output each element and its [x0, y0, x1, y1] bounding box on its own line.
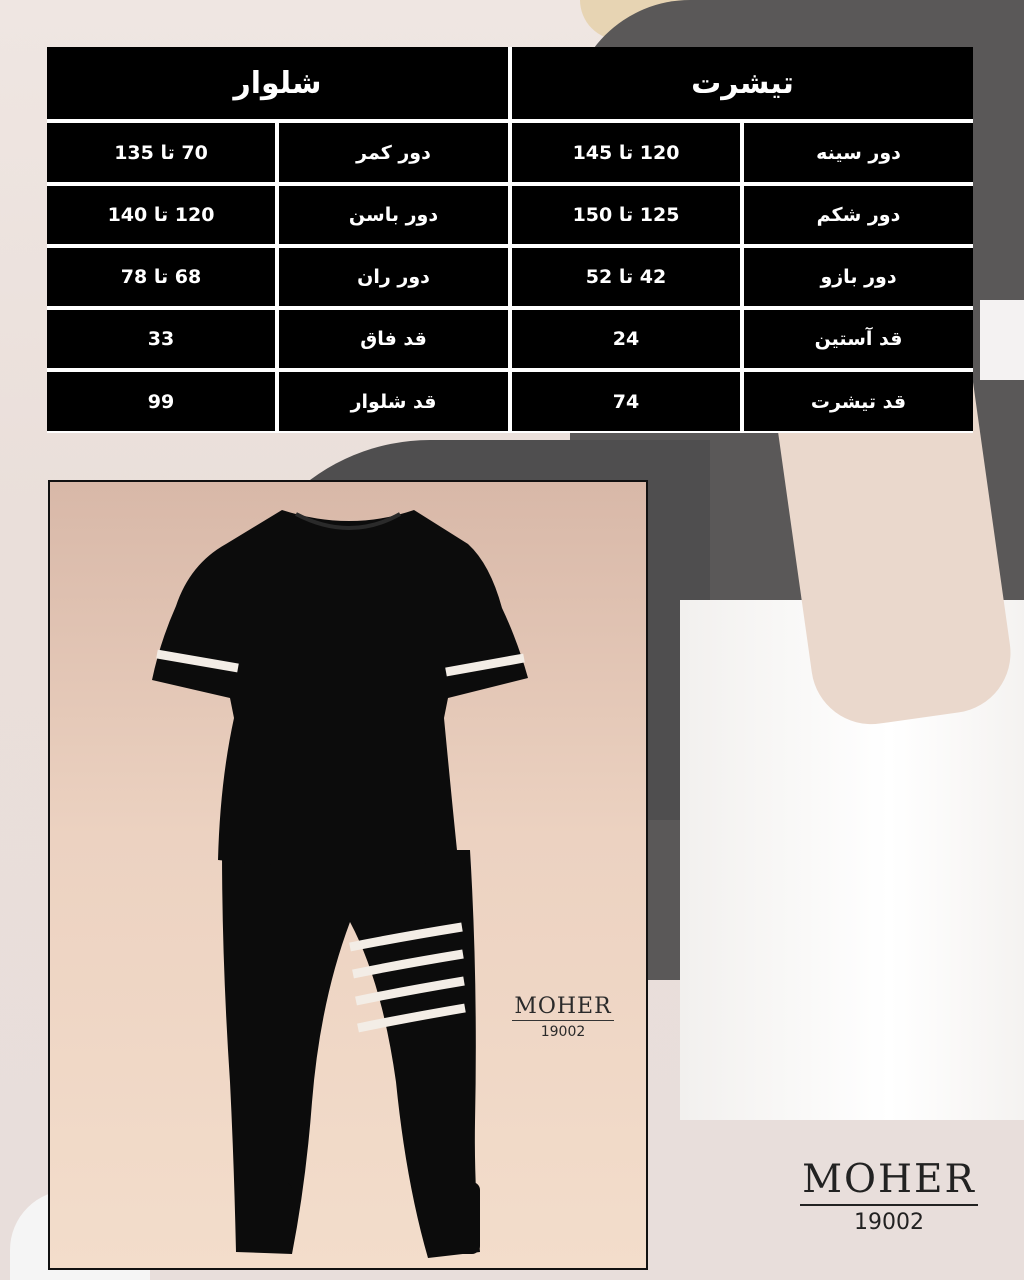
pants-value: 33: [47, 310, 275, 368]
pants-cuff-left: [236, 1182, 292, 1252]
pants-value: 68 تا 78: [47, 248, 275, 306]
panel-brand-label: [508, 994, 618, 1040]
pants-label: قد شلوار: [279, 372, 508, 431]
tshirt-label: دور بازو: [744, 248, 973, 306]
tshirt-value: 125 تا 150: [512, 186, 740, 244]
tshirt-label: دور شکم: [744, 186, 973, 244]
tshirt-label: قد تیشرت: [744, 372, 973, 431]
tshirt-label: دور سینه: [744, 123, 973, 182]
size-table: [47, 47, 973, 433]
pants-label: دور کمر: [279, 123, 508, 182]
tshirt-header: تیشرت: [512, 47, 973, 119]
tshirt-value: 24: [512, 310, 740, 368]
product-illustration: [50, 482, 646, 1268]
brand-mark: [800, 1158, 978, 1235]
pants-header: شلوار: [47, 47, 508, 119]
tshirt-value: 42 تا 52: [512, 248, 740, 306]
pants-value: 120 تا 140: [47, 186, 275, 244]
pants-cuff-right: [426, 1182, 480, 1254]
pants-value: 70 تا 135: [47, 123, 275, 182]
product-image-panel: [48, 480, 648, 1270]
brand-name: MOHER: [800, 1158, 978, 1206]
tshirt-shape: [152, 510, 528, 867]
panel-brand-name: MOHER: [514, 994, 612, 1019]
tshirt-value: 74: [512, 372, 740, 431]
brand-product-code: 19002: [854, 1210, 924, 1235]
pants-label: دور ران: [279, 248, 508, 306]
panel-product-code: 19002: [540, 1024, 586, 1040]
tshirt-label: قد آستین: [744, 310, 973, 368]
tshirt-value: 120 تا 145: [512, 123, 740, 182]
pants-label: دور باسن: [279, 186, 508, 244]
pants-value: 99: [47, 372, 275, 431]
background-sleeve-stripe: [980, 300, 1024, 380]
pants-label: قد فاق: [279, 310, 508, 368]
